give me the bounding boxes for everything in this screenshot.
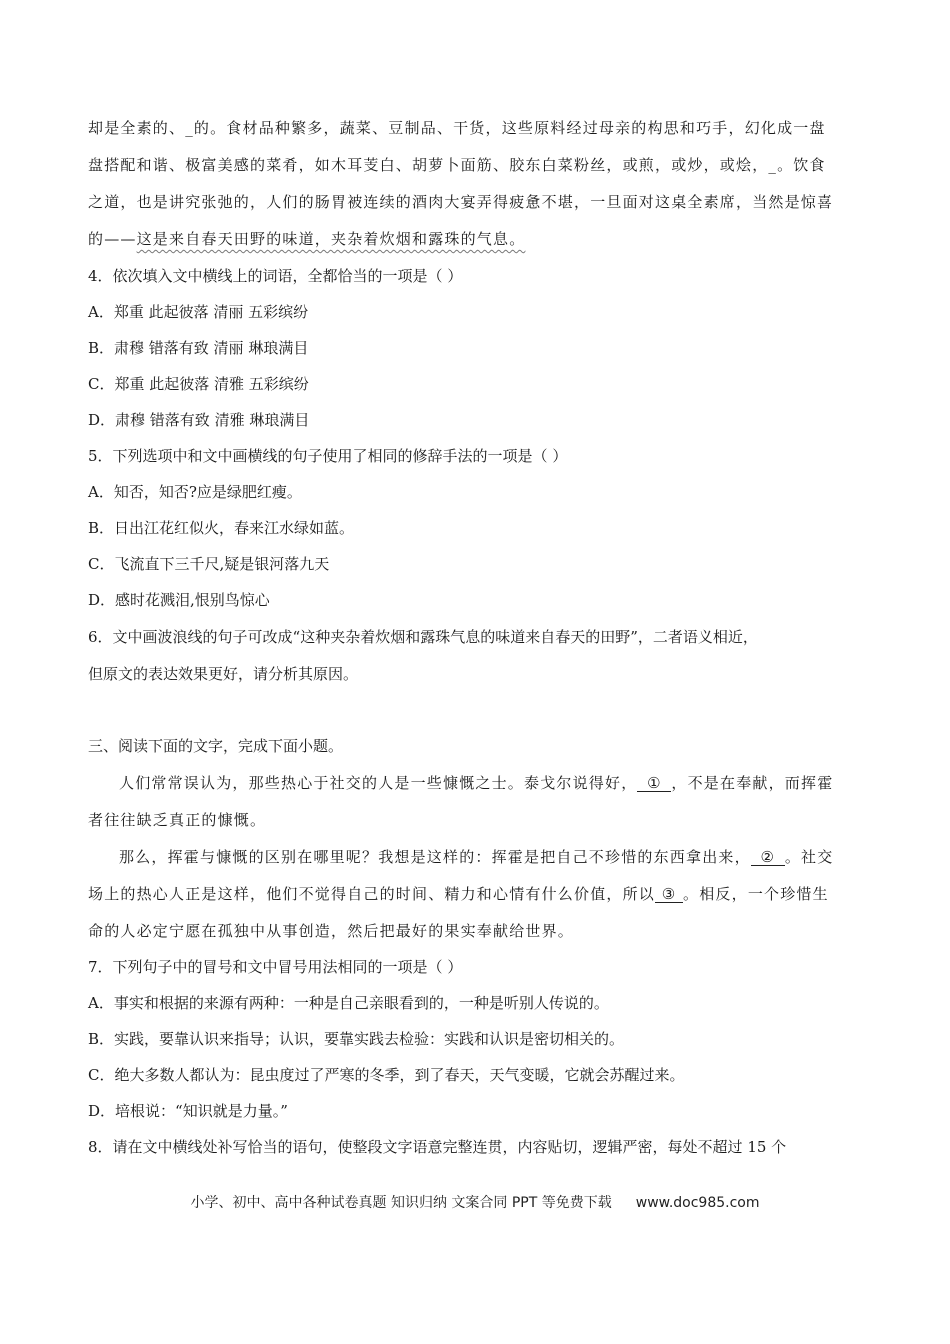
footer-text: 小学、初中、高中各种试卷真题 知识归纳 文案合同 PPT 等免费下载 bbox=[190, 1195, 612, 1211]
passage-line bbox=[88, 229, 525, 249]
question-5-stem: 5．下列选项中和文中画横线的句子使用了相同的修辞手法的一项是（ ） bbox=[88, 447, 568, 465]
question-8-stem: 8．请在文中横线处补写恰当的语句，使整段文字语意完整连贯，内容贴切，逻辑严密，每处不超过 15 个 bbox=[88, 1138, 787, 1156]
text-span: 人们常常误认为，那些热心于社交的人是一些慷慨之士。泰戈尔说得好， bbox=[119, 774, 638, 792]
question-7-stem: 7．下列句子中的冒号和文中冒号用法相同的一项是（ ） bbox=[88, 958, 463, 976]
q7-option-c: C．绝大多数人都认为：昆虫度过了严寒的冬季，到了春天，天气变暖，它就会苏醒过来。 bbox=[88, 1066, 685, 1084]
question-6-line: 但原文的表达效果更好，请分析其原因。 bbox=[88, 665, 359, 683]
passage-line: 命的人必定宁愿在孤独中从事创造，然后把最好的果实奉献给世界。 bbox=[88, 922, 575, 940]
passage-line bbox=[119, 847, 833, 867]
question-6-line: 6．文中画波浪线的句子可改成“这种夹杂着炊烟和露珠气息的味道来自春天的田野”，二者语义相近， bbox=[88, 628, 758, 646]
wavy-underlined-sentence: 这是来自春天田野的味道，夹杂着炊烟和露珠的气息。 bbox=[136, 230, 526, 248]
q5-option-c: C．飞流直下三千尺,疑是银河落九天 bbox=[88, 555, 330, 573]
blank-2: ② bbox=[751, 849, 785, 866]
q7-option-d: D．培根说：“知识就是力量。” bbox=[88, 1102, 288, 1120]
q5-option-b: B．日出江花红似火，春来江水绿如蓝。 bbox=[88, 519, 355, 537]
passage-line: 盘搭配和谐、极富美感的菜肴，如木耳芰白、胡萝卜面筋、胶东白菜粉丝，或煎，或炒，或烩，_。饮食 bbox=[88, 156, 826, 174]
q4-option-b: B．肃穆 错落有致 清丽 琳琅满目 bbox=[88, 339, 309, 357]
section-3-heading: 三、阅读下面的文字，完成下面小题。 bbox=[88, 737, 344, 755]
q4-option-d: D．肃穆 错落有致 清雅 琳琅满目 bbox=[88, 411, 310, 429]
q4-option-a: A．郑重 此起彼落 清丽 五彩缤纷 bbox=[88, 303, 309, 321]
text-span: 场上的热心人正是这样，他们不觉得自己的时间、精力和心情有什么价值，所以 bbox=[88, 885, 656, 903]
blank-1: ① bbox=[637, 775, 671, 792]
question-4-stem: 4．依次填入文中横线上的词语，全都恰当的一项是（ ） bbox=[88, 267, 463, 285]
passage-line: 者往往缺乏真正的慷慨。 bbox=[88, 811, 267, 829]
passage-line bbox=[88, 884, 829, 904]
text-span: 。社交 bbox=[784, 848, 834, 866]
blank-3: ③ bbox=[655, 886, 683, 903]
text-span: 那么，挥霍与慷慨的区别在哪里呢？我想是这样的：挥霍是把自己不珍惜的东西拿出来， bbox=[119, 848, 751, 866]
page-footer bbox=[0, 1192, 950, 1212]
q4-option-c: C．郑重 此起彼落 清雅 五彩缤纷 bbox=[88, 375, 309, 393]
passage-line: 却是全素的、_的。食材品种繁多，蔬菜、豆制品、干货，这些原料经过母亲的构思和巧手，幻化成一盘 bbox=[88, 119, 826, 137]
q7-option-b: B．实践，要靠认识来指导；认识，要靠实践去检验：实践和认识是密切相关的。 bbox=[88, 1030, 625, 1048]
text-span: 。相反，一个珍惜生 bbox=[683, 885, 829, 903]
passage-dash: 的—— bbox=[88, 230, 137, 248]
footer-site: www.doc985.com bbox=[635, 1195, 760, 1211]
passage-line bbox=[119, 773, 833, 793]
text-span: ，不是在奉献，而挥霍 bbox=[671, 774, 834, 792]
passage-line: 之道，也是讲究张弛的，人们的肠胃被连续的酒肉大宴弄得疲惫不堪，一旦面对这桌全素席，当然是惊喜 bbox=[88, 193, 834, 211]
q5-option-d: D．感时花溅泪,恨别鸟惊心 bbox=[88, 591, 270, 609]
q5-option-a: A．知否，知否?应是绿肥红瘦。 bbox=[88, 483, 302, 501]
q7-option-a: A．事实和根据的来源有两种：一种是自己亲眼看到的，一种是听别人传说的。 bbox=[88, 994, 609, 1012]
